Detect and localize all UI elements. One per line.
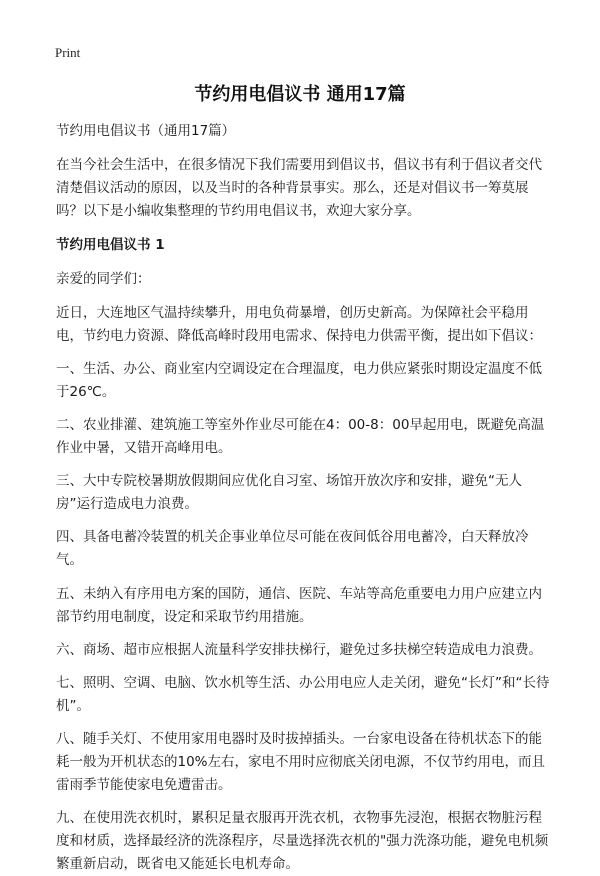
document-title: 节约用电倡议书 通用17篇 (194, 84, 406, 105)
greeting: 亲爱的同学们： (56, 271, 151, 287)
paragraph: 四、具备电蓄冷装置的机关企事业单位尽可能在夜间低谷用电蓄冷，白天释放冷气。 (56, 529, 529, 568)
paragraph: 七、照明、空调、电脑、饮水机等生活、办公用电应人走关闭，避免“长灯”和“长待机”。 (56, 675, 550, 714)
print-link[interactable]: Print (55, 45, 81, 60)
intro-paragraph: 在当今社会生活中，在很多情况下我们需要用到倡议书，倡议书有利于倡议者交代清楚倡议活动的原因，以及当时的各种背景事实。那么，还是对倡议书一筹莫展吗？以下是小编收集整理的节约用电倡议书，欢迎大家分享。 (56, 157, 542, 219)
paragraph: 近日，大连地区气温持续攀升，用电负荷暴增，创历史新高。为保障社会平稳用电，节约电力资源、降低高峰时段用电需求、保持电力供需平衡，提出如下倡议： (56, 305, 542, 344)
paragraph: 二、农业排灌、建筑施工等室外作业尽可能在4：00-8：00早起用电，既避免高温作业中暑，又错开高峰用电。 (56, 417, 545, 456)
paragraph: 一、生活、办公、商业室内空调设定在合理温度，电力供应紧张时期设定温度不低于26℃。 (56, 361, 542, 400)
paragraph: 八、随手关灯、不使用家用电器时及时拔掉插头。一台家电设备在待机状态下的能耗一般为开机状态的10%左右，家电不用时应彻底关闭电源，不仅节约用电，而且雷雨季节能使家电免遭雷击。 (56, 731, 546, 793)
section-heading: 节约用电倡议书 1 (56, 237, 165, 253)
paragraph: 六、商场、超市应根据人流量科学安排扶梯行，避免过多扶梯空转造成电力浪费。 (56, 642, 542, 658)
paragraph: 九、在使用洗衣机时，累积足量衣服再开洗衣机，衣物事先浸泡，根据衣物脏污程度和材质，选择最经济的洗涤程序，尽量选择洗衣机的"强力洗涤功能，避免电机频繁重新启动，既省电又能延长电机寿命。 (56, 810, 549, 872)
document-subtitle: 节约用电倡议书（通用17篇） (56, 123, 236, 139)
document-body (56, 120, 552, 876)
paragraph: 五、未纳入有序用电方案的国防，通信、医院、车站等高危重要电力用户应建立内部节约用电制度，设定和采取节约用措施。 (56, 586, 542, 625)
paragraph: 三、大中专院校暑期放假期间应优化自习室、场馆开放次序和安排，避免“无人房”运行造成电力浪费。 (56, 473, 522, 512)
